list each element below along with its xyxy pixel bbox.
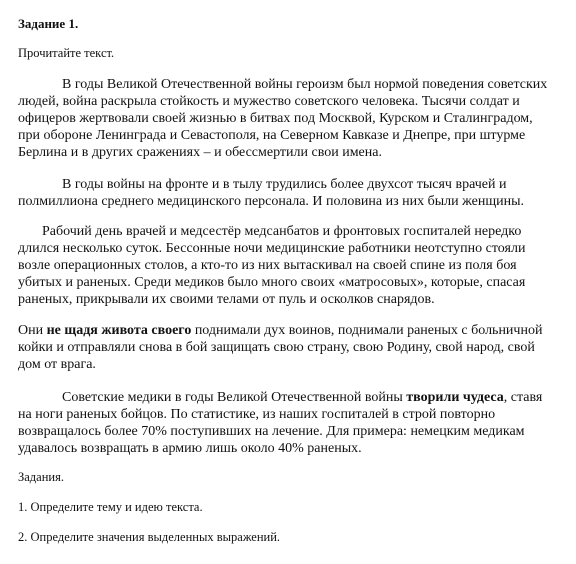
task-item-1: 1. Определите тему и идею текста.	[18, 500, 203, 514]
paragraph-4-start: Они	[18, 323, 47, 338]
tasks-heading: Задания.	[18, 470, 64, 484]
paragraph-1: В годы Великой Отечественной войны героизм был нормой поведения советских людей, война раскрыла стойкость и мужество советского человека. Тысячи солдат и офицеров жертвовали своей жизнью в битвах под Москвой, Курском и Сталинградом, при обороне Ленинграда и Севастополя, на Северном Кавказе и Днепре, при штурме Берлина и в других сражениях – и обессмертили свои имена.	[18, 77, 548, 160]
paragraph-4-end: поднимали дух воинов, поднимали раненых с больничной койки и отправляли снова в бой защищать свою страну, свою Родину, свой народ, свой дом от врага.	[18, 323, 543, 372]
paragraph-4	[18, 322, 558, 373]
task-title: Задание 1.	[18, 16, 79, 31]
cropped-header-text	[168, 0, 428, 2]
highlighted-expression-1: не щадя живота своего	[46, 323, 192, 338]
task-item-2: 2. Определите значения выделенных выражений.	[18, 530, 281, 544]
highlighted-expression-2: творили чудеса	[406, 390, 504, 405]
paragraph-5	[18, 389, 558, 457]
task-instruction: Прочитайте текст.	[18, 46, 115, 60]
paragraph-5-end: , ставя на ноги раненых бойцов. По статистике, из наших госпиталей в строй повторно возвращалось более 70% поступивших на лечение. Для примера: немецким медикам удавалось возвращать в армию лишь около 40% раненых.	[18, 390, 543, 456]
paragraph-5-start: Советские медики в годы Великой Отечественной войны	[62, 390, 407, 405]
paragraph-3: Рабочий день врачей и медсестёр медсанбатов и фронтовых госпиталей нередко длился несколько суток. Бессонные ночи медицинские работники неотступно стояли возле операционных столов, а кто-то из них вытаскивал на своей спине из поля боя убитых и раненых. Среди медиков было много своих «матросовых», которые, спасая раненых, прикрывали их своими телами от пуль и осколков снарядов.	[18, 224, 526, 307]
paragraph-2: В годы войны на фронте и в тылу трудились более двухсот тысяч врачей и полмиллиона среднего медицинского персонала. И половина из них были женщины.	[18, 177, 525, 209]
